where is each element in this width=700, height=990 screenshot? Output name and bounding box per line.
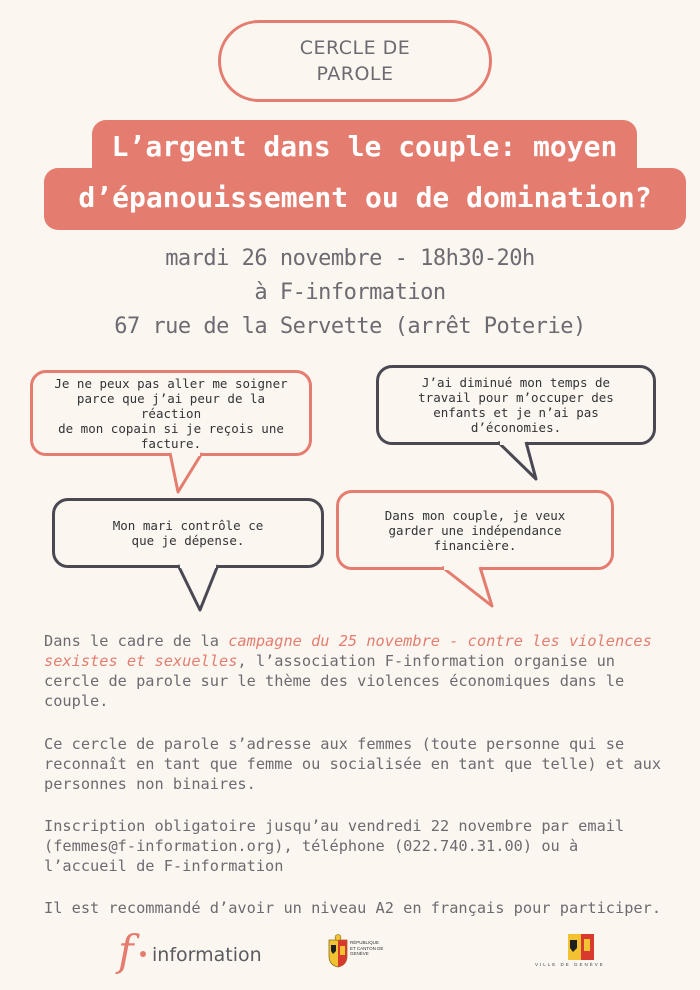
- paragraph-language: Il est recommandé d’avoir un niveau A2 en français pour participer.: [44, 899, 662, 917]
- f-information-logo-dot: [140, 951, 146, 957]
- speech-bubble-2-tail: [496, 441, 546, 481]
- speech-bubble-3: [52, 498, 324, 568]
- title-line-2: d’épanouissement ou de domination?: [44, 168, 686, 230]
- speech-bubble-2: [376, 365, 656, 445]
- canton-geneve-text: RÉPUBLIQUE ET CANTON DE GENÈVE: [350, 940, 384, 956]
- speech-bubble-1-text: Je ne peux pas aller me soigner parce que j’ai peur de la réaction de mon copain si je reçois une facture.: [54, 375, 288, 451]
- event-address: 67 rue de la Servette (arrêt Poterie): [114, 314, 586, 339]
- speech-bubble-2-text: J’ai diminué mon temps de travail pour m’occuper des enfants et je n’ai pas d’économies.: [418, 375, 614, 435]
- speech-bubble-1: [30, 370, 312, 456]
- speech-bubble-4-text: Dans mon couple, je veux garder une indépendance financière.: [384, 507, 566, 553]
- campaign-link[interactable]: campagne du 25 novembre - contre les violences sexistes et sexuelles: [44, 632, 652, 670]
- speech-bubble-3-tail: [176, 564, 226, 612]
- event-type-line1: CERCLE DE: [299, 37, 411, 59]
- speech-bubble-4-tail: [440, 566, 500, 608]
- speech-bubble-3-text: Mon mari contrôle ce que je dépense.: [112, 518, 264, 548]
- event-type-line2: PAROLE: [316, 63, 394, 85]
- paragraph-audience: Ce cercle de parole s’adresse aux femmes (toute personne qui se reconnaît en tant que femme ou socialisée en tant que telle) et aux personnes non binaires.: [44, 735, 662, 793]
- ville-de-geneve-flag-icon: [568, 934, 594, 960]
- f-information-logo-word: information: [152, 944, 262, 966]
- canton-geneve-coat-of-arms-icon: [328, 934, 348, 968]
- intro-text-start: Dans le cadre de la: [44, 632, 229, 650]
- speech-bubble-4: [336, 490, 614, 570]
- title-line-1: L’argent dans le couple: moyen: [92, 120, 637, 174]
- intro-text-end: , l’association F-information organise un cercle de parole sur le thème des violences économiques dans le couple.: [44, 652, 625, 710]
- paragraph-intro: [44, 631, 664, 711]
- event-type-pill: [218, 20, 492, 102]
- event-date: mardi 26 novembre - 18h30-20h: [165, 246, 535, 271]
- paragraph-registration: Inscription obligatoire jusqu’au vendredi 22 novembre par email (femmes@f-information.org), téléphone (022.740.31.00) ou à l’accueil de F-information: [44, 817, 625, 875]
- speech-bubble-1-tail: [168, 452, 208, 494]
- event-venue: à F-information: [254, 280, 446, 305]
- f-information-logo-letter: f: [118, 926, 134, 975]
- ville-de-geneve-text: VILLE DE GENÈVE: [535, 962, 605, 967]
